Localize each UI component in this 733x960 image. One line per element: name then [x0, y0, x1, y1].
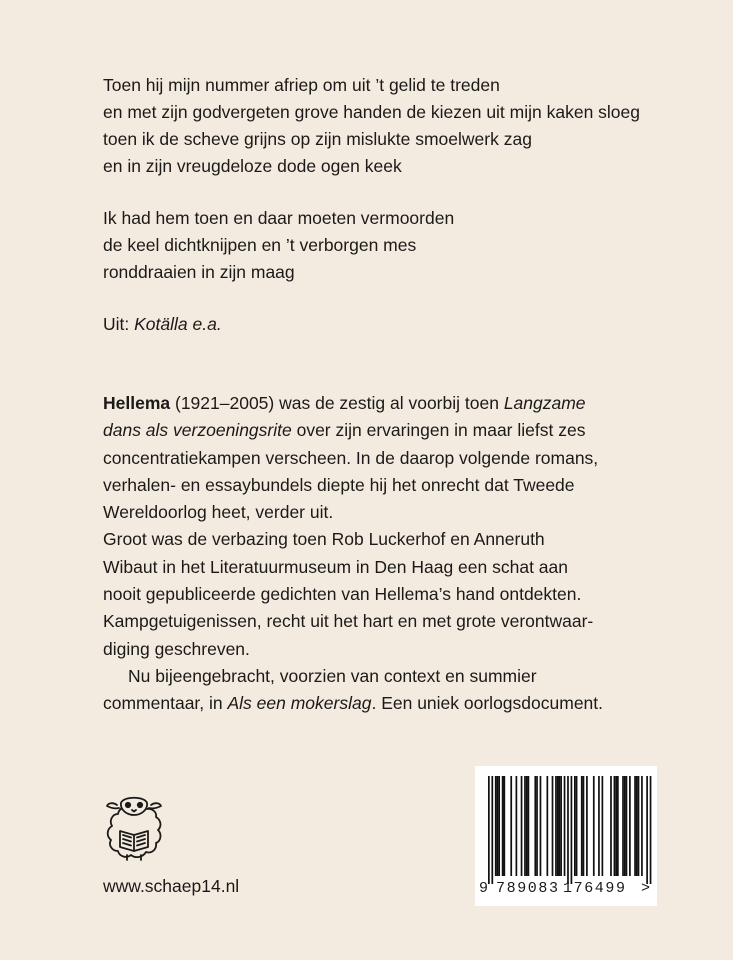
barcode-bar: [546, 776, 548, 876]
barcode-bar: [521, 776, 523, 876]
barcode-bar: [638, 776, 640, 876]
poem-stanza-1: [103, 72, 640, 180]
isbn-arrow: >: [641, 880, 651, 897]
barcode-bar: [524, 776, 526, 876]
barcode-bar: [624, 776, 626, 876]
poem-line: en met zijn godvergeten grove handen de kiezen uit mijn kaken sloeg: [103, 102, 641, 122]
barcode-bar: [536, 776, 538, 876]
barcode-bar: [583, 776, 585, 876]
barcode-bar: [564, 776, 566, 876]
barcode-bar: [488, 776, 490, 884]
sheep-reading-book-icon: [103, 793, 165, 863]
barcode-bar: [567, 776, 569, 884]
barcode-bar: [497, 776, 499, 876]
barcode-bar: [510, 776, 512, 876]
barcode-bar: [534, 776, 536, 876]
barcode-bar: [646, 776, 648, 884]
barcode-bar: [502, 776, 504, 876]
source-prefix: Uit:: [103, 314, 135, 334]
blurb-line: Wibaut in het Literatuurmuseum in Den Haag een schat aan: [103, 556, 568, 577]
blurb-line: Groot was de verbazing toen Rob Luckerhof en Anneruth: [103, 529, 545, 550]
barcode-bar: [581, 776, 583, 876]
poem-line: Toen hij mijn nummer afriep om uit ’t gelid te treden: [103, 75, 500, 95]
poem-source: [103, 311, 640, 338]
blurb-line: diging geschreven.: [103, 638, 250, 659]
barcode-bar: [516, 776, 518, 876]
barcode-bar: [559, 776, 561, 876]
barcode-bar: [602, 776, 604, 876]
barcode-bar: [498, 776, 500, 876]
isbn-first-digit: 9: [479, 880, 489, 897]
poem-line: en in zijn vreugdeloze dode ogen keek: [103, 156, 402, 176]
book-title: dans als verzoeningsrite: [103, 420, 292, 441]
source-title: Kotälla e.a.: [134, 314, 222, 334]
isbn-barcode: [475, 766, 657, 906]
barcode-bar: [586, 776, 588, 876]
poem-line: ronddraaien in zijn maag: [103, 262, 295, 282]
blurb-line: commentaar, in Als een mokerslag. Een uniek oorlogsdocument.: [103, 693, 604, 714]
barcode-bar: [617, 776, 619, 876]
barcode-bar: [503, 776, 505, 876]
barcode-bar: [495, 776, 497, 876]
barcode-bar: [552, 776, 554, 876]
barcode-bar: [615, 776, 617, 876]
barcode-bar: [491, 776, 493, 884]
barcode-bar: [636, 776, 638, 876]
blurb-line: Kampgetuigenissen, recht uit het hart en met grote verontwaar-: [103, 611, 594, 632]
poem-line: de keel dichtknijpen en ’t verborgen mes: [103, 235, 417, 255]
blurb-line: Hellema (1921–2005) was de zestig al voorbij toen Langzame: [103, 393, 586, 413]
author-name: Hellema: [103, 393, 171, 413]
publisher-url[interactable]: www.schaep14.nl: [103, 876, 240, 896]
barcode-bar: [610, 776, 612, 876]
barcode-bar: [626, 776, 628, 876]
blurb-line: verhalen- en essaybundels diepte hij het onrecht dat Tweede: [103, 474, 575, 495]
barcode-bar: [634, 776, 636, 876]
blurb-line: nooit gepubliceerde gedichten van Hellema’s hand ontdekten.: [103, 584, 582, 605]
blurb-line: dans als verzoeningsrite over zijn ervaringen in maar liefst zes: [103, 420, 586, 441]
poem-line: toen ik de scheve grijns op zijn mislukte smoelwerk zag: [103, 129, 532, 149]
blurb-line: Wereldoorlog heet, verder uit.: [103, 502, 334, 523]
barcode-bar: [593, 776, 595, 876]
barcode-bar: [571, 776, 573, 884]
barcode-bar: [576, 776, 578, 876]
barcode-bar: [560, 776, 562, 876]
barcode-bar: [650, 776, 652, 884]
barcode-bar: [555, 776, 557, 876]
barcode-bar: [557, 776, 559, 876]
back-cover-blurb: [103, 390, 633, 718]
poem-line: Ik had hem toen en daar moeten vermoorden: [103, 208, 455, 228]
book-title: Als een mokerslag: [227, 693, 372, 714]
barcode-bar: [526, 776, 528, 876]
barcode-bar: [574, 776, 576, 876]
blurb-line: Nu bijeengebracht, voorzien van context en summier: [128, 665, 537, 686]
blurb-line: concentratiekampen verscheen. In de daarop volgende romans,: [103, 447, 599, 468]
isbn-left-group: 789083: [496, 880, 560, 897]
book-title: Langzame: [503, 393, 586, 413]
poem-stanza-2: [103, 205, 640, 286]
barcode-bar: [528, 776, 530, 876]
barcode-bar: [614, 776, 616, 876]
barcode-bar: [540, 776, 542, 876]
barcode-bar: [622, 776, 624, 876]
poem: [103, 72, 640, 338]
barcode-bar: [629, 776, 631, 876]
barcode-bar: [641, 776, 643, 876]
isbn-right-group: 176499: [563, 880, 627, 897]
barcode-bar: [598, 776, 600, 876]
